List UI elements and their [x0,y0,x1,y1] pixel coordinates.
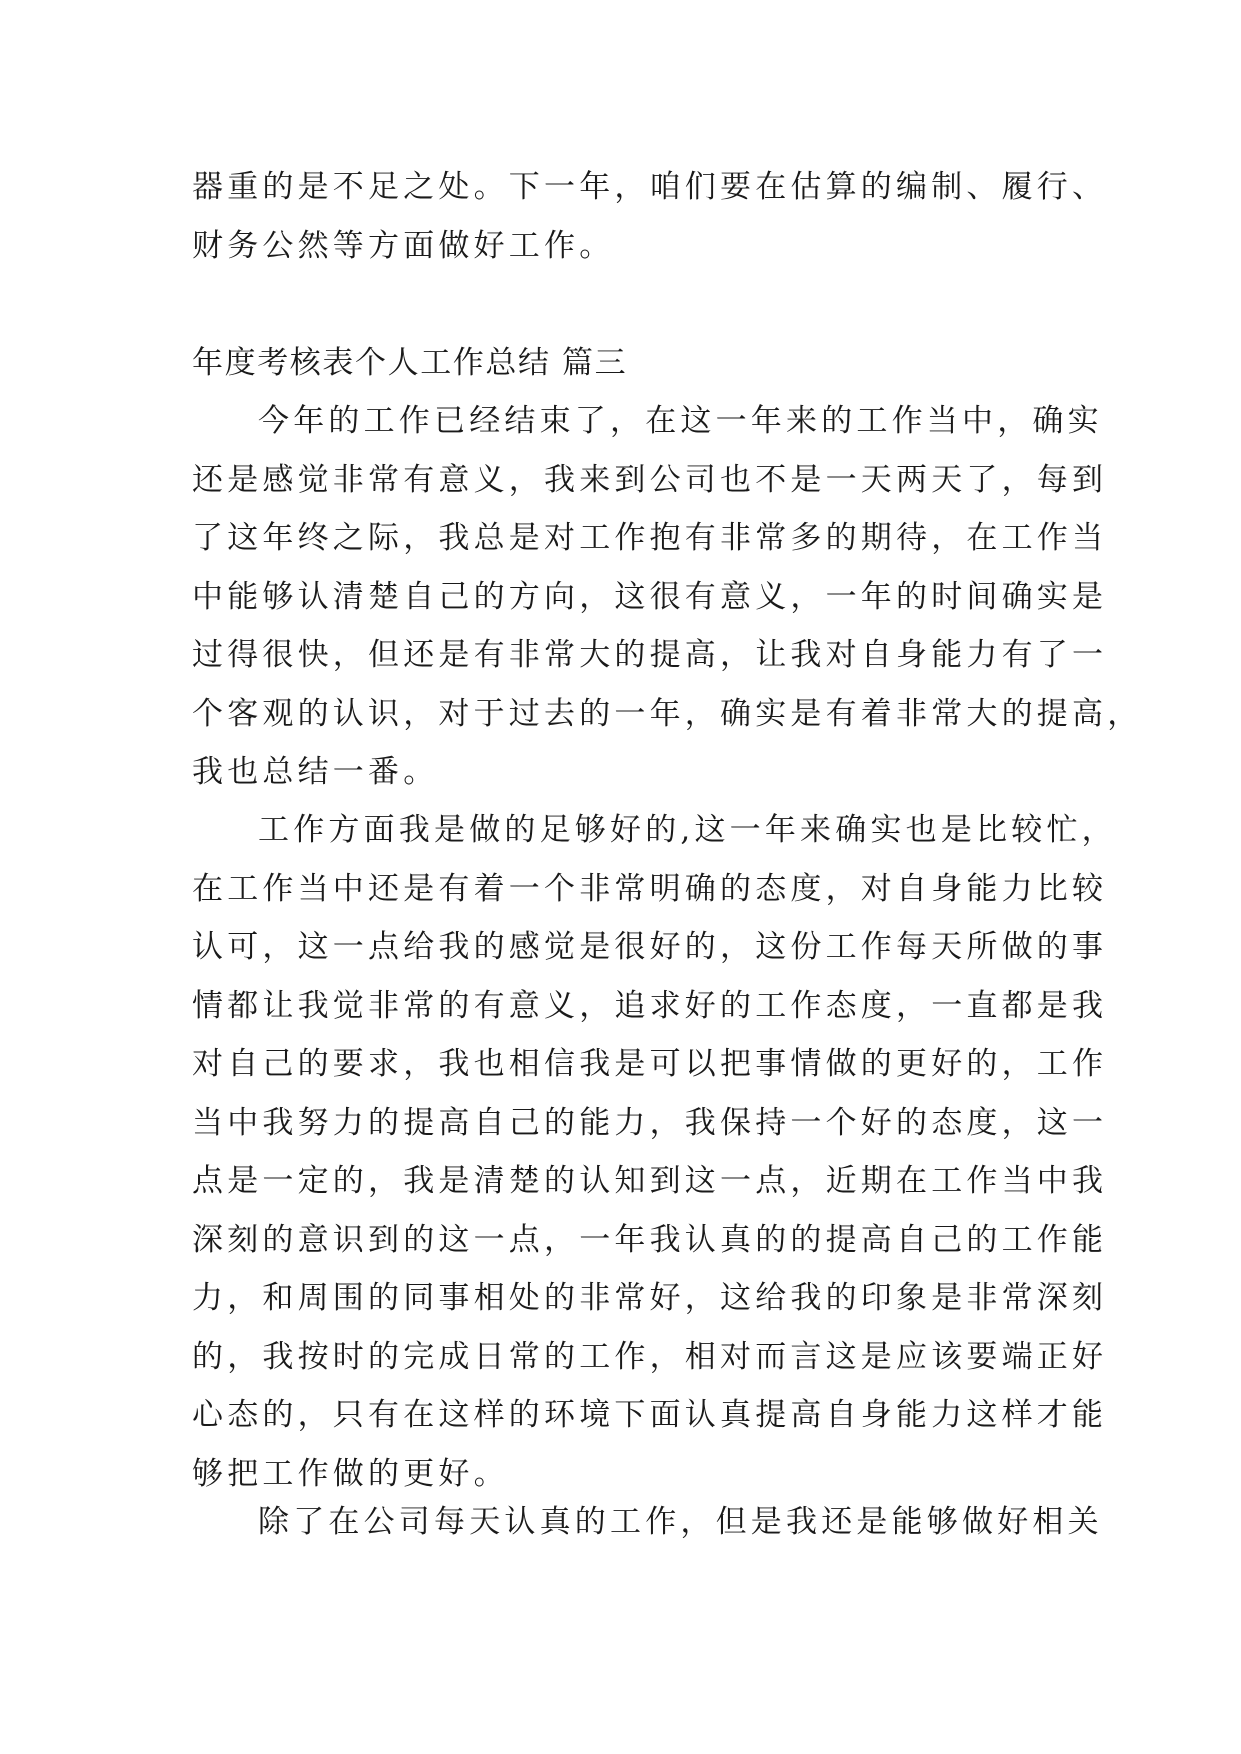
text-line: 在工作当中还是有着一个非常明确的态度，对自身能力比较 [192,870,1108,907]
text-line: 够把工作做的更好。 [192,1455,509,1492]
text-line: 对自己的要求，我也相信我是可以把事情做的更好的，工作 [192,1046,1108,1082]
text-line: 认可，这一点给我的感觉是很好的，这份工作每天所做的事 [192,929,1108,965]
section-heading: 年度考核表个人工作总结 篇三 [192,345,628,381]
intro-paragraph [192,158,1108,275]
text-line: 情都让我觉非常的有意义，追求好的工作态度，一直都是我 [192,987,1108,1024]
text-line: 中能够认清楚自己的方向，这很有意义，一年的时间确实是 [192,578,1108,615]
text-line: 还是感觉非常有意义，我来到公司也不是一天两天了，每到 [192,461,1108,498]
paragraph-3 [192,1493,1103,1552]
text-line: 点是一定的，我是清楚的认知到这一点，近期在工作当中我 [192,1163,1108,1199]
text-line: 过得很快，但还是有非常大的提高，让我对自身能力有了一 [192,637,1108,673]
text-line: 了这年终之际，我总是对工作抱有非常多的期待，在工作当 [192,520,1108,556]
text-line: 我也总结一番。 [192,754,439,790]
paragraph-2 [192,801,1117,1503]
text-line: 器重的是不足之处。下一年，咱们要在估算的编制、履行、 [192,169,1108,205]
text-line: 财务公然等方面做好工作。 [192,227,615,264]
paragraph-1 [192,392,1143,802]
text-line: 力，和周围的同事相处的非常好，这给我的印象是非常深刻 [192,1280,1108,1316]
text-line: 除了在公司每天认真的工作，但是我还是能够做好相关 [258,1504,1103,1540]
text-line: 心态的，只有在这样的环境下面认真提高自身能力这样才能 [192,1397,1108,1433]
text-line: 个客观的认识，对于过去的一年，确实是有着非常大的提高， [192,695,1143,732]
text-line: 今年的工作已经结束了，在这一年来的工作当中，确实 [258,403,1103,439]
text-line: 深刻的意识到的这一点，一年我认真的的提高自己的工作能 [192,1221,1108,1258]
text-line: 当中我努力的提高自己的能力，我保持一个好的态度，这一 [192,1104,1108,1141]
text-line: 工作方面我是做的足够好的,这一年来确实也是比较忙， [258,812,1117,848]
text-line: 的，我按时的完成日常的工作，相对而言这是应该要端正好 [192,1338,1108,1375]
